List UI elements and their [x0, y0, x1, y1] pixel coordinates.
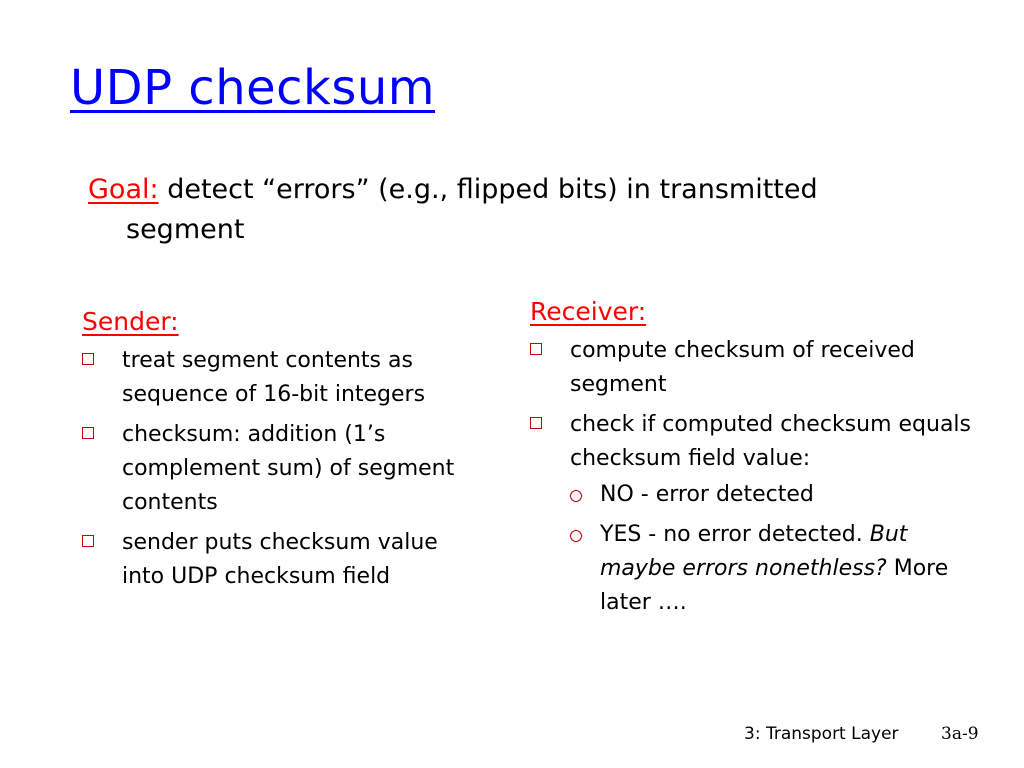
sender-item-text: checksum: addition (1’s complement sum) of segment contents: [122, 422, 455, 515]
receiver-subitem-text: NO - error detected: [600, 482, 814, 507]
sender-item: [82, 418, 462, 520]
hollow-square-bullet-icon: [82, 535, 94, 547]
receiver-item: [530, 408, 980, 620]
receiver-item-text: check if computed checksum equals checksum field value:: [570, 412, 972, 471]
hollow-square-bullet-icon: [82, 353, 94, 365]
goal-text-line2: segment: [126, 214, 245, 245]
sender-item-text: sender puts checksum value into UDP checksum field: [122, 530, 438, 589]
slide-title: UDP checksum: [70, 60, 436, 116]
hollow-circle-bullet-icon: [570, 490, 582, 502]
hollow-square-bullet-icon: [530, 417, 542, 429]
receiver-subitem: [570, 478, 980, 512]
goal-statement: [88, 170, 988, 250]
footer-slide-number: 3a-9: [941, 724, 979, 744]
receiver-item-text: compute checksum of received segment: [570, 338, 915, 397]
receiver-subitem-text: YES - no error detected.: [600, 522, 863, 547]
goal-label: Goal:: [88, 174, 159, 205]
sender-list: [82, 344, 462, 594]
hollow-square-bullet-icon: [82, 427, 94, 439]
receiver-item: [530, 334, 980, 402]
hollow-square-bullet-icon: [530, 343, 542, 355]
receiver-subitem-italic: But maybe errors nonethless?: [600, 522, 908, 581]
receiver-sublist: [570, 478, 980, 620]
receiver-subitem: [570, 518, 980, 620]
sender-item: [82, 344, 462, 412]
footer-chapter: 3: Transport Layer: [744, 724, 899, 744]
sender-column: [82, 302, 462, 600]
receiver-list: [530, 334, 980, 620]
sender-heading: Sender:: [82, 307, 179, 336]
goal-text-line1: detect “errors” (e.g., flipped bits) in transmitted: [167, 174, 818, 205]
receiver-heading: Receiver:: [530, 297, 647, 326]
receiver-subitem-tail: More later ….: [600, 556, 949, 615]
sender-item-text: treat segment contents as sequence of 16-bit integers: [122, 348, 426, 407]
sender-item: [82, 526, 462, 594]
hollow-circle-bullet-icon: [570, 530, 582, 542]
receiver-column: [530, 292, 980, 626]
